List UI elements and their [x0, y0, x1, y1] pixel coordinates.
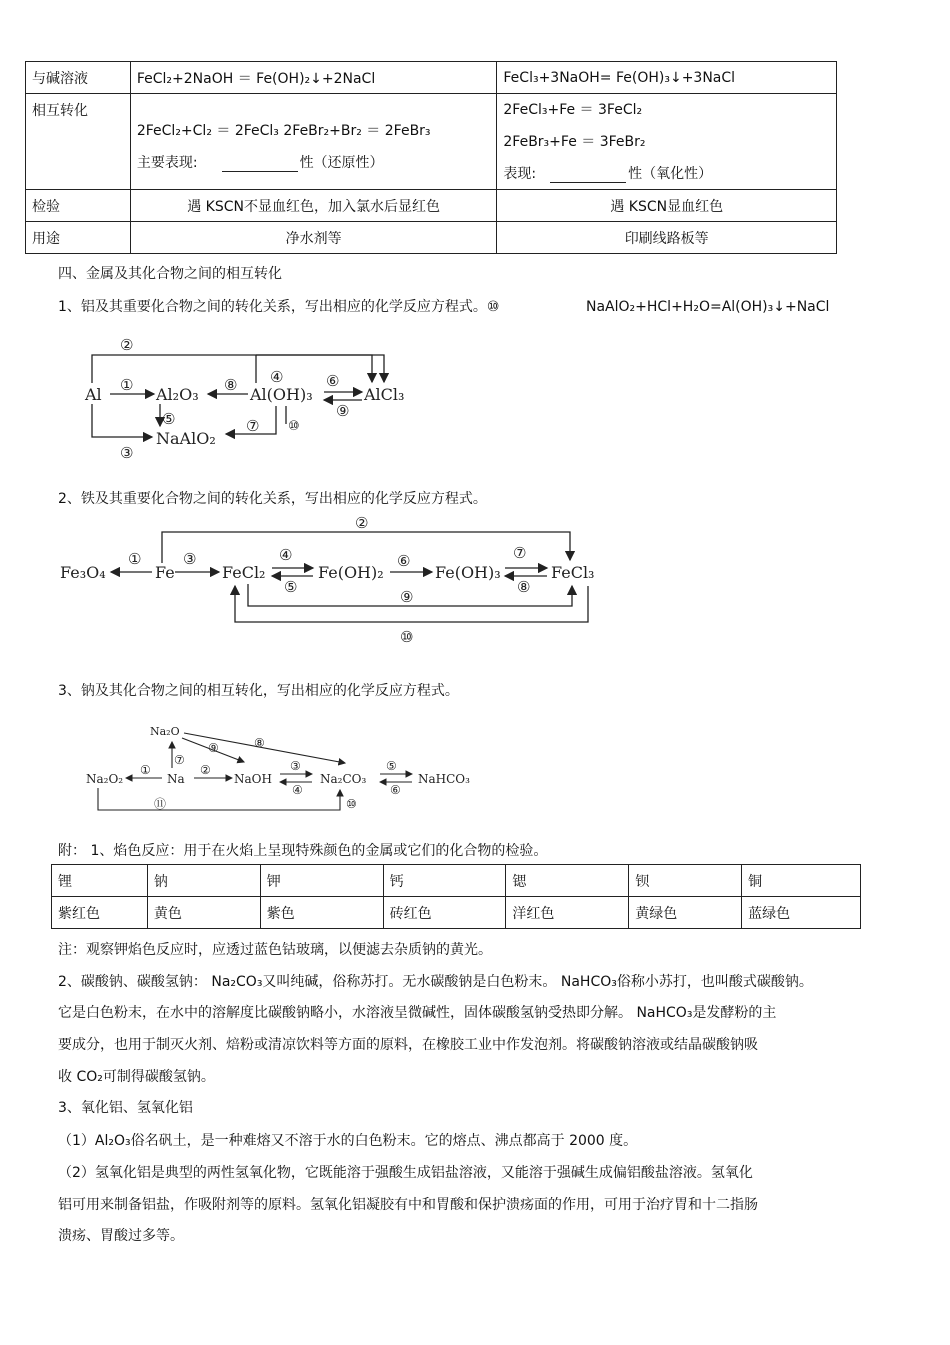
al-label-9: ⑨ [336, 402, 350, 420]
al-label-3: ③ [120, 444, 134, 462]
flame-color-table [51, 864, 861, 929]
al-edge-2 [92, 355, 384, 383]
sodium-conversion-diagram [82, 716, 482, 816]
fe-edge-2 [162, 532, 570, 563]
al-node-al2o3: Al₂O₃ [156, 385, 199, 404]
na-edge-11 [98, 788, 340, 810]
al-label-10: ⑩ [288, 419, 300, 434]
question-2: 2、铁及其重要化合物之间的转化关系，写出相应的化学反应方程式。 [58, 491, 487, 507]
question-3: 3、钠及其化合物之间的相互转化，写出相应的化学反应方程式。 [58, 683, 459, 699]
al-label-7: ⑦ [246, 417, 260, 435]
flame-color-na: 黄色 [147, 897, 260, 929]
fe-label-7: ⑦ [513, 544, 527, 562]
na-label-3: ③ [290, 759, 301, 773]
na-node-na2o: Na₂O [150, 725, 180, 738]
fe2-convert-equation: 2FeCl₂+Cl₂ ＝ 2FeCl₃ 2FeBr₂+Br₂ ＝ 2FeBr₃ [136, 122, 431, 139]
fe3-convert-eq2: 2FeBr₃+Fe ＝ 3FeBr₂ [503, 133, 646, 150]
fe-node-fe: Fe [155, 563, 175, 582]
na-label-9: ⑨ [208, 741, 219, 755]
fe-label-6: ⑥ [397, 552, 411, 570]
al-node-al: Al [85, 385, 102, 404]
al-node-alcl3: AlCl₃ [364, 385, 405, 404]
al-label-6: ⑥ [326, 372, 340, 390]
na-node-na: Na [167, 772, 185, 786]
na-node-na2co3: Na₂CO₃ [320, 772, 367, 786]
na-node-na2o2: Na₂O₂ [86, 772, 124, 786]
fe2-convert-cell [130, 94, 497, 190]
para3-title: 3、氧化铝、氢氧化铝 [58, 1100, 193, 1116]
row-label-use: 用途 [26, 222, 131, 254]
aluminium-conversion-diagram [80, 330, 440, 465]
na-label-10: ⑩ [346, 797, 357, 811]
question-1-equation: NaAlO₂+HCl+H₂O=Al(OH)₃↓+NaCl [586, 299, 830, 315]
fe-label-2: ② [355, 514, 369, 532]
na-node-naoh: NaOH [234, 772, 272, 786]
fe2-use: 净水剂等 [130, 222, 497, 254]
fe-label-8: ⑧ [517, 578, 531, 596]
flame-color-cu: 蓝绿色 [742, 897, 861, 929]
fe2-note-prefix: 主要表现: [136, 154, 198, 171]
para3-p2-line1: （2）氢氧化铝是典型的两性氢氧化物，它既能溶于强酸生成铝盐溶液，又能溶于强碱生成偏铝酸盐溶液。氢氧化 [58, 1165, 753, 1181]
appendix-title: 附： 1、焰色反应：用于在火焰上呈现特殊颜色的金属或它们的化合物的检验。 [58, 843, 548, 859]
flame-header-ba: 钡 [629, 865, 742, 897]
section4-title: 四、金属及其化合物之间的相互转化 [58, 266, 282, 282]
fe3-test: 遇 KSCN显血红色 [497, 190, 837, 222]
fe-label-1: ① [128, 550, 142, 568]
fe3-convert-note [503, 165, 830, 183]
flame-header-na: 钠 [147, 865, 260, 897]
fe2-answer-blank[interactable] [222, 157, 298, 172]
fe3-convert-eq1: 2FeCl₃+Fe ＝ 3FeCl₂ [503, 101, 643, 118]
fe-label-10: ⑩ [400, 628, 414, 646]
fe3-base-reaction: FeCl₃+3NaOH= Fe(OH)₃↓+3NaCl [497, 62, 837, 94]
al-label-1: ① [120, 376, 134, 394]
al-label-5: ⑤ [162, 410, 176, 428]
na-label-6: ⑥ [390, 783, 401, 797]
flame-note: 注：观察钾焰色反应时，应透过蓝色钴玻璃，以便滤去杂质钠的黄光。 [58, 942, 492, 958]
fe2-note-suffix: 性（还原性） [299, 154, 384, 171]
flame-color-ba: 黄绿色 [629, 897, 742, 929]
fe-label-4: ④ [279, 546, 293, 564]
na-label-1: ① [140, 763, 151, 777]
fe-node-fe3o4: Fe₃O₄ [60, 563, 106, 582]
fe-label-3: ③ [183, 550, 197, 568]
fe3-answer-blank[interactable] [550, 168, 626, 183]
flame-color-li: 紫红色 [52, 897, 148, 929]
fe3-note-prefix: 表现: [503, 165, 537, 182]
na-node-nahco3: NaHCO₃ [418, 772, 470, 786]
para2-line2: 它是白色粉末，在水中的溶解度比碳酸钠略小，水溶液呈微碱性，固体碳酸氢钠受热即分解。 NaHCO₃是发酵粉的主 [58, 1005, 777, 1021]
fe2-test: 遇 KSCN不显血红色，加入氯水后显红色 [130, 190, 497, 222]
fe-node-feoh2: Fe(OH)₂ [318, 563, 384, 582]
na-label-2: ② [200, 763, 211, 777]
flame-header-ca: 钙 [383, 865, 506, 897]
na-label-8: ⑧ [254, 736, 265, 750]
fe3-convert-cell [497, 94, 837, 190]
al-label-2: ② [120, 336, 134, 354]
na-label-7: ⑦ [174, 753, 185, 767]
question-1: 1、铝及其重要化合物之间的转化关系，写出相应的化学反应方程式。⑩ [58, 299, 500, 315]
row-label-test: 检验 [26, 190, 131, 222]
para3-p2-line3: 溃疡、胃酸过多等。 [58, 1228, 184, 1244]
fe-node-fecl3: FeCl₃ [551, 563, 595, 582]
fe3-note-suffix: 性（氧化性） [628, 165, 713, 182]
flame-header-li: 锂 [52, 865, 148, 897]
na-label-11: ⑪ [154, 797, 167, 811]
fe2-base-reaction: FeCl₂+2NaOH ＝ Fe(OH)₂↓+2NaCl [130, 62, 497, 94]
na-label-4: ④ [292, 783, 303, 797]
al-label-8: ⑧ [224, 376, 238, 394]
flame-header-k: 钾 [260, 865, 383, 897]
para2-line4: 收 CO₂可制得碳酸氢钠。 [58, 1069, 215, 1085]
fe-node-fecl2: FeCl₂ [222, 563, 266, 582]
al-node-naalo2: NaAlO₂ [156, 429, 216, 448]
al-node-aloh3: Al(OH)₃ [250, 385, 313, 404]
flame-header-cu: 铜 [742, 865, 861, 897]
fe2-convert-note [137, 154, 491, 172]
al-edge-3 [92, 404, 152, 437]
iron-conversion-diagram [55, 510, 615, 650]
al-label-4: ④ [270, 368, 284, 386]
para2-line3: 要成分，也用于制灭火剂、焙粉或清凉饮料等方面的原料，在橡胶工业中作发泡剂。将碳酸钠溶液或结晶碳酸钠吸 [58, 1037, 758, 1053]
flame-color-ca: 砖红色 [383, 897, 506, 929]
fe3-use: 印刷线路板等 [497, 222, 837, 254]
para3-p2-line2: 铝可用来制备铝盐，作吸附剂等的原料。氢氧化铝凝胶有中和胃酸和保护溃疡面的作用，可用于治疗胃和十二指肠 [58, 1197, 758, 1213]
fe-label-9: ⑨ [400, 588, 414, 606]
para3-p1: （1）Al₂O₃俗名矾土，是一种难熔又不溶于水的白色粉末。它的熔点、沸点都高于 2000 度。 [58, 1133, 638, 1149]
fe-label-5: ⑤ [284, 578, 298, 596]
row-label-convert: 相互转化 [26, 94, 131, 190]
flame-color-k: 紫色 [260, 897, 383, 929]
fe-node-feoh3: Fe(OH)₃ [435, 563, 501, 582]
flame-color-sr: 洋红色 [506, 897, 629, 929]
na-label-5: ⑤ [386, 759, 397, 773]
flame-header-sr: 锶 [506, 865, 629, 897]
iron-compounds-table [25, 61, 837, 254]
row-label-base: 与碱溶液 [26, 62, 131, 94]
para2-line1: 2、碳酸钠、碳酸氢钠： Na₂CO₃又叫纯碱，俗称苏打。无水碳酸钠是白色粉末。 NaHCO₃俗称小苏打，也叫酸式碳酸钠。 [58, 974, 813, 990]
